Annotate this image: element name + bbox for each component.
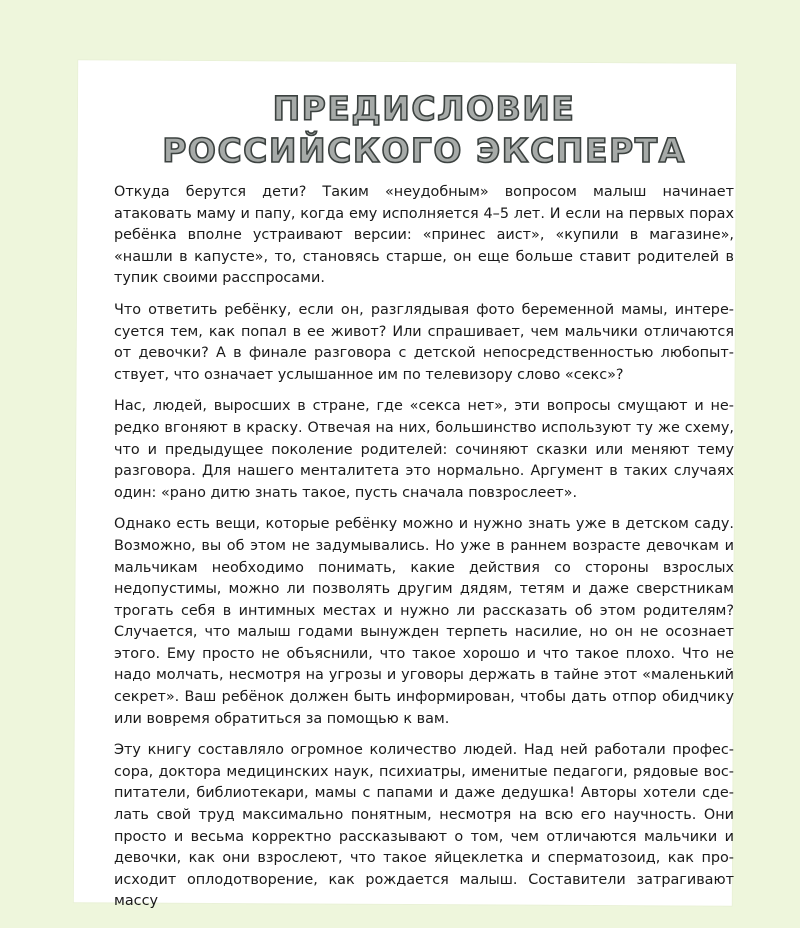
title-line-1: ПРЕДИСЛОВИЕ <box>272 89 576 128</box>
page-content <box>114 88 734 923</box>
paragraph-5: Эту книгу составляло огромное количество людей. Над ней работали профессора, доктора медицинских наук, психиатры, именитые педагоги, рядовые воспитатели, библиотекари, мамы с папами и даже дедушка! Авторы хотели сделать свой труд максимально понятным, несмотря на всю его научность. Они просто и весьма корректно рассказывают о том, чем отличаются мальчики и девочки, как они взрослеют, что такое яйцеклетка и сперматозоид, как происходит оплодотворение, как рождается малыш. Составители затрагивают массу <box>114 742 734 910</box>
paragraph-1: Откуда берутся дети? Таким «неудобным» вопросом малыш начинает атаковать маму и папу, когда ему исполняется 4–5 лет. И если на первых порах ребёнка вполне устраивают версии: «принес аист», «купили в магазине», «нашли в капусте», то, становясь старше, он еще больше ставит родителей в тупик своими расспросами. <box>114 184 734 287</box>
paragraph-3: Нас, людей, выросших в стране, где «секса нет», эти вопросы смущают и нередко вгоняют в краску. Отвечая на них, большинство используют ту же схему, что и предыдущее поколение родителей: сочиняют сказки или меняют тему разговора. Для нашего менталитета это нормально. Аргумент в таких случаях один: «рано дитю знать такое, пусть сначала повзрослеет». <box>114 398 734 501</box>
title-line-2: РОССИЙСКОГО ЭКСПЕРТА <box>162 131 686 170</box>
page-title <box>114 88 734 172</box>
paragraph-4: Однако есть вещи, которые ребёнку можно и нужно знать уже в детском саду. Возможно, вы об этом не задумывались. Но уже в раннем возрасте девочкам и мальчикам необходимо понимать, какие действия со стороны взрослых недопустимы, можно ли позволять другим дядям, тетям и даже сверстникам трогать себя в интимных местах и нужно ли рассказать об этом родителям? Случается, что малыш годами вынужден терпеть насилие, но он не осознает этого. Ему просто не объяснили, что такое хорошо и что такое плохо. Что не надо молчать, несмотря на угрозы и уговоры держать в тайне этот «маленький секрет». Ваш ребёнок должен быть информирован, чтобы дать отпор обидчику или вовремя обратиться за помощью к вам. <box>114 516 734 727</box>
paragraph-2: Что ответить ребёнку, если он, разглядывая фото беременной мамы, интересуется тем, как попал в ее живот? Или спрашивает, чем мальчики отличаются от девочки? А в финале разговора с детской непосредственностью любопытствует, что означает услышанное им по телевизору слово «секс»? <box>114 301 734 383</box>
